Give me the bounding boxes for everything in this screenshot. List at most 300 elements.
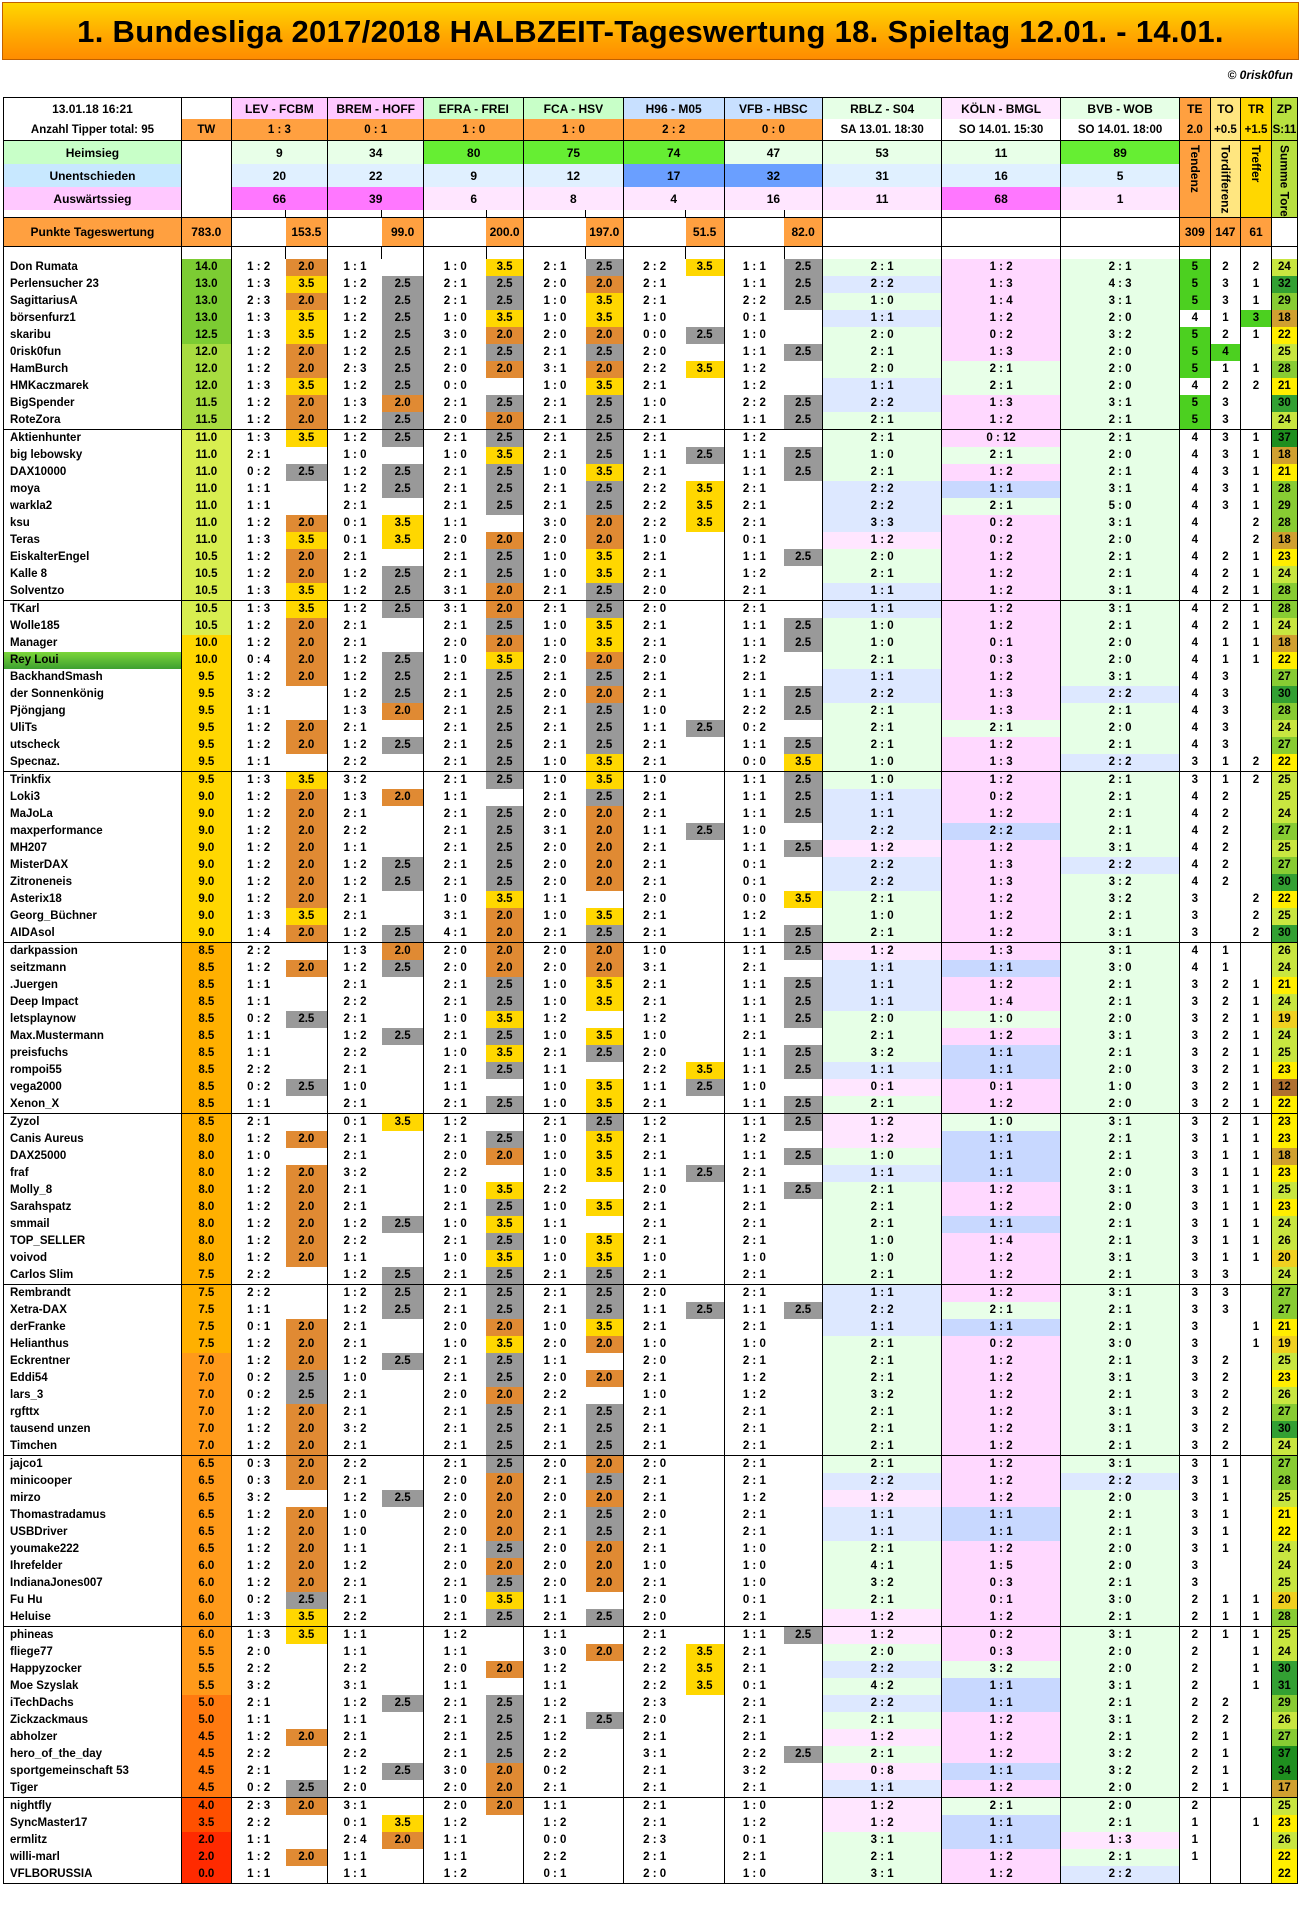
tip-value: 1 : 2 [724, 378, 784, 395]
table-row [4, 1370, 1298, 1387]
zp-total: 30 [1271, 874, 1297, 891]
tip-value: 2 : 1 [524, 1780, 586, 1798]
tip-value: 2 : 1 [724, 1267, 784, 1285]
tip-value: 2 : 1 [424, 1609, 486, 1627]
tip-points [382, 977, 424, 994]
zp-total: 22 [1271, 652, 1297, 669]
to-points [1210, 1661, 1241, 1678]
tip-points: 2.5 [382, 1284, 424, 1302]
zp-total: 24 [1271, 1216, 1297, 1233]
tip-points: 2.5 [586, 447, 623, 464]
tip-points [784, 908, 823, 925]
te-points: 3 [1180, 1558, 1211, 1575]
player-name: utscheck [4, 737, 182, 754]
tr-points: 1 [1241, 1626, 1272, 1644]
tip-value: 1 : 2 [328, 686, 382, 703]
tip-points [382, 1336, 424, 1353]
tr-points: 1 [1241, 1131, 1272, 1148]
tip-value: 1 : 0 [424, 1250, 486, 1267]
tip-points: 2.5 [784, 942, 823, 960]
tip-value: 2 : 1 [524, 481, 586, 498]
tip-value: 1 : 0 [724, 1558, 784, 1575]
tip-value: 2 : 1 [328, 977, 382, 994]
tip-value: 3 : 2 [328, 771, 382, 789]
future-tip: 1 : 1 [823, 1284, 942, 1302]
tip-value: 1 : 1 [231, 1096, 285, 1114]
tip-value: 2 : 2 [328, 1661, 382, 1678]
tip-value: 3 : 0 [424, 1763, 486, 1780]
to-points: 1 [1210, 1609, 1241, 1627]
tr-points [1241, 1746, 1272, 1763]
stat-value: 6 [424, 187, 524, 210]
future-tip: 2 : 1 [823, 464, 942, 481]
spacer [586, 210, 623, 217]
tip-value: 1 : 0 [524, 293, 586, 310]
stat-value: 17 [623, 164, 724, 187]
zp-total: 18 [1271, 1148, 1297, 1165]
tip-points [382, 1541, 424, 1558]
player-name: Deep Impact [4, 994, 182, 1011]
vertical-te-text: Tendenz [1187, 145, 1202, 193]
tip-value: 1 : 2 [231, 566, 285, 583]
tip-value: 1 : 0 [524, 1199, 586, 1216]
tr-points: 1 [1241, 1011, 1272, 1028]
future-tip: 1 : 3 [942, 276, 1061, 293]
to-points [1210, 891, 1241, 908]
table-row [4, 1575, 1298, 1592]
te-points: 4 [1180, 686, 1211, 703]
table-row [4, 1011, 1298, 1028]
tip-value: 2 : 1 [328, 1575, 382, 1592]
tip-points [382, 891, 424, 908]
stat-value: 39 [328, 187, 424, 210]
tip-points [382, 1062, 424, 1079]
tip-value: 4 : 1 [424, 925, 486, 943]
match-result: 1 : 0 [424, 119, 524, 141]
future-tip: 2 : 2 [1061, 1866, 1180, 1884]
te-points: 3 [1180, 1148, 1211, 1165]
player-name: AIDAsol [4, 925, 182, 943]
tip-value: 2 : 1 [328, 908, 382, 925]
tip-points: 2.5 [586, 1267, 623, 1285]
tip-value: 2 : 1 [524, 395, 586, 412]
tip-points: 2.5 [486, 1712, 523, 1729]
tip-points [686, 378, 725, 395]
tip-value: 1 : 2 [231, 618, 285, 635]
tip-value: 1 : 1 [328, 1866, 382, 1884]
tip-value: 1 : 0 [524, 1233, 586, 1250]
tip-value: 1 : 2 [724, 1370, 784, 1387]
tip-points [486, 515, 523, 532]
tip-value: 3 : 1 [424, 583, 486, 601]
tip-points: 2.5 [486, 395, 523, 412]
future-tip: 2 : 1 [942, 447, 1061, 464]
tr-points [1241, 344, 1272, 361]
tip-value: 0 : 1 [724, 857, 784, 874]
zp-total: 18 [1271, 447, 1297, 464]
tw-score: 5.5 [181, 1661, 231, 1678]
future-tip: 1 : 0 [823, 908, 942, 925]
tip-points: 2.0 [286, 1507, 328, 1524]
tip-value: 2 : 1 [328, 806, 382, 823]
tip-value: 2 : 1 [724, 1455, 784, 1473]
future-tip: 2 : 0 [1061, 447, 1180, 464]
tip-value: 2 : 1 [424, 874, 486, 891]
tip-value: 2 : 1 [231, 1113, 285, 1131]
to-points: 1 [1210, 1626, 1241, 1644]
future-tip: 0 : 2 [942, 1626, 1061, 1644]
future-tip: 2 : 1 [942, 498, 1061, 515]
future-tip: 1 : 2 [942, 1387, 1061, 1404]
tip-points [784, 1661, 823, 1678]
to-points: 2 [1210, 327, 1241, 344]
table-row [4, 361, 1298, 378]
tip-value: 2 : 2 [623, 481, 685, 498]
vertical-zp-label [1271, 141, 1297, 218]
tip-value: 2 : 2 [623, 498, 685, 515]
te-points: 4 [1180, 635, 1211, 652]
tip-value: 2 : 1 [424, 840, 486, 857]
player-name: TKarl [4, 600, 182, 618]
tip-value: 1 : 2 [328, 1558, 382, 1575]
future-tip: 1 : 2 [942, 1096, 1061, 1114]
future-tip: 1 : 2 [942, 806, 1061, 823]
tip-value: 2 : 1 [623, 1199, 685, 1216]
tip-points: 2.5 [486, 566, 523, 583]
future-tip: 1 : 2 [942, 1866, 1061, 1884]
tw-score: 9.0 [181, 925, 231, 943]
future-tip: 2 : 1 [1061, 1695, 1180, 1712]
tip-points: 2.0 [586, 1644, 623, 1661]
tip-value: 2 : 1 [524, 412, 586, 430]
player-name: Rey Loui [4, 652, 182, 669]
tip-value: 2 : 1 [724, 1319, 784, 1336]
tw-score: 6.0 [181, 1558, 231, 1575]
tip-points [686, 1575, 725, 1592]
to-points: 2 [1210, 1045, 1241, 1062]
future-tip: 0 : 2 [942, 532, 1061, 549]
punkte-value: 200.0 [486, 217, 523, 246]
player-name: HMKaczmarek [4, 378, 182, 395]
tip-value: 2 : 1 [328, 1182, 382, 1199]
tip-value: 2 : 1 [424, 498, 486, 515]
player-name: preisfuchs [4, 1045, 182, 1062]
tip-value: 2 : 3 [231, 1797, 285, 1815]
tip-points: 2.5 [382, 1302, 424, 1319]
punkte-tw: 783.0 [181, 217, 231, 246]
future-tip: 3 : 2 [1061, 874, 1180, 891]
future-tip: 2 : 1 [823, 703, 942, 720]
future-tip: 1 : 0 [942, 1113, 1061, 1131]
future-tip: 2 : 1 [823, 344, 942, 361]
tip-value: 2 : 1 [623, 1131, 685, 1148]
tip-points [686, 1541, 725, 1558]
tip-points: 2.5 [486, 840, 523, 857]
tip-points [586, 1695, 623, 1712]
tip-value: 1 : 2 [724, 652, 784, 669]
player-name: DAX10000 [4, 464, 182, 481]
tip-points [686, 977, 725, 994]
future-tip: 2 : 2 [823, 823, 942, 840]
tip-points: 2.0 [486, 1661, 523, 1678]
tip-points [686, 1011, 725, 1028]
zp-total: 22 [1271, 1096, 1297, 1114]
tip-points [382, 1079, 424, 1096]
tip-points [686, 1763, 725, 1780]
tip-value: 1 : 2 [328, 652, 382, 669]
te-points: 3 [1180, 1284, 1211, 1302]
to-points: 1 [1210, 1763, 1241, 1780]
tip-points: 3.5 [286, 310, 328, 327]
to-points: 3 [1210, 293, 1241, 310]
to-points: 4 [1210, 344, 1241, 361]
tip-points: 2.0 [382, 942, 424, 960]
tip-value: 2 : 1 [524, 1438, 586, 1456]
te-points: 1 [1180, 1832, 1211, 1849]
tip-points [784, 1267, 823, 1285]
match-name: LEV - FCBM [231, 98, 327, 120]
future-tip: 2 : 2 [823, 1302, 942, 1319]
te-points: 3 [1180, 1216, 1211, 1233]
spacer [486, 210, 523, 217]
future-tip: 2 : 1 [823, 1182, 942, 1199]
punkte-value: 153.5 [286, 217, 328, 246]
future-tip: 2 : 1 [1061, 737, 1180, 754]
tr-points: 2 [1241, 771, 1272, 789]
tip-value: 2 : 1 [424, 1695, 486, 1712]
tr-points: 2 [1241, 378, 1272, 395]
tip-value: 1 : 0 [424, 1045, 486, 1062]
tw-score: 3.5 [181, 1815, 231, 1832]
tip-value: 1 : 1 [724, 276, 784, 293]
future-tip: 2 : 0 [1061, 361, 1180, 378]
future-tip: 2 : 1 [823, 1353, 942, 1370]
tip-points: 2.5 [586, 1473, 623, 1490]
match-result: 0 : 1 [328, 119, 424, 141]
future-tip: 1 : 2 [942, 1712, 1061, 1729]
tip-points: 2.0 [382, 703, 424, 720]
zp-total: 20 [1271, 1250, 1297, 1267]
player-name: IndianaJones007 [4, 1575, 182, 1592]
stat-value: 89 [1061, 141, 1180, 165]
zp-total: 17 [1271, 1780, 1297, 1798]
tip-points: 2.5 [486, 549, 523, 566]
future-tip: 1 : 2 [823, 1609, 942, 1627]
stat-value: 4 [623, 187, 724, 210]
tip-value: 2 : 3 [623, 1832, 685, 1849]
tip-value: 2 : 0 [424, 1524, 486, 1541]
tip-value: 1 : 2 [231, 840, 285, 857]
spacer [424, 210, 486, 217]
tip-value: 2 : 1 [328, 1319, 382, 1336]
tip-value: 3 : 2 [724, 1763, 784, 1780]
future-tip: 1 : 2 [823, 1626, 942, 1644]
future-tip: 2 : 2 [942, 823, 1061, 840]
stat-value: 74 [623, 141, 724, 165]
tip-points: 2.5 [784, 293, 823, 310]
to-points [1210, 1558, 1241, 1575]
tr-points: 1 [1241, 549, 1272, 566]
tip-points [286, 498, 328, 515]
tip-value: 2 : 1 [424, 1746, 486, 1763]
tip-value: 1 : 2 [328, 1216, 382, 1233]
future-tip: 2 : 1 [1061, 1267, 1180, 1285]
future-tip: 1 : 1 [823, 994, 942, 1011]
tip-points: 2.5 [486, 720, 523, 737]
tip-value: 0 : 1 [328, 1113, 382, 1131]
tip-points: 2.0 [286, 789, 328, 806]
tip-points: 2.0 [486, 1780, 523, 1798]
table-row [4, 1079, 1298, 1096]
tip-value: 1 : 0 [524, 1148, 586, 1165]
future-tip: 3 : 1 [1061, 515, 1180, 532]
tip-points: 2.0 [486, 600, 523, 618]
tip-points: 2.0 [286, 549, 328, 566]
tw-score: 7.0 [181, 1421, 231, 1438]
future-tip: 2 : 0 [1061, 1558, 1180, 1575]
tip-points: 2.5 [486, 1438, 523, 1456]
tip-points [784, 1490, 823, 1507]
tip-points [382, 1780, 424, 1798]
tw-score: 12.5 [181, 327, 231, 344]
tr-points [1241, 1421, 1272, 1438]
tip-value: 2 : 0 [524, 532, 586, 549]
to-points: 1 [1210, 942, 1241, 960]
tip-value: 2 : 2 [524, 1746, 586, 1763]
tip-value: 1 : 2 [524, 1661, 586, 1678]
player-name: TOP_SELLER [4, 1233, 182, 1250]
tip-value: 2 : 1 [623, 1729, 685, 1746]
te-points: 5 [1180, 276, 1211, 293]
future-tip: 2 : 2 [823, 1473, 942, 1490]
to-points: 1 [1210, 1507, 1241, 1524]
tip-points [784, 1199, 823, 1216]
tip-points: 3.5 [586, 549, 623, 566]
tip-points [382, 1096, 424, 1114]
spacer [823, 246, 942, 259]
te-points: 3 [1180, 1524, 1211, 1541]
tw-score: 8.5 [181, 1062, 231, 1079]
tip-value: 2 : 1 [524, 1712, 586, 1729]
tip-points [686, 1353, 725, 1370]
player-name: Pjöngjang [4, 703, 182, 720]
future-tip: 0 : 1 [942, 1079, 1061, 1096]
tip-points: 2.0 [382, 395, 424, 412]
future-tip: 0 : 1 [823, 1079, 942, 1096]
tip-points: 2.0 [486, 942, 523, 960]
tw-score: 10.5 [181, 618, 231, 635]
tip-value: 1 : 1 [724, 635, 784, 652]
tip-points [784, 327, 823, 344]
tip-points [286, 1148, 328, 1165]
tip-value: 2 : 1 [524, 1524, 586, 1541]
future-tip: 2 : 1 [1061, 1729, 1180, 1746]
tip-points: 2.5 [586, 259, 623, 276]
tip-points: 2.5 [784, 447, 823, 464]
tip-points: 2.0 [286, 361, 328, 378]
player-name: skaribu [4, 327, 182, 344]
tip-points: 2.0 [286, 1558, 328, 1575]
tip-value: 2 : 2 [231, 1267, 285, 1285]
future-tip: 3 : 1 [1061, 1182, 1180, 1199]
future-tip: 1 : 2 [823, 532, 942, 549]
to-points [1210, 1832, 1241, 1849]
tip-points: 2.0 [286, 1319, 328, 1336]
zp-total: 22 [1271, 327, 1297, 344]
future-tip: 2 : 1 [1061, 1609, 1180, 1627]
player-name: derFranke [4, 1319, 182, 1336]
tip-points: 2.0 [286, 737, 328, 754]
tip-points: 2.0 [586, 327, 623, 344]
zp-total: 28 [1271, 703, 1297, 720]
vertical-te-label [1180, 141, 1211, 218]
te-points: 3 [1180, 1336, 1211, 1353]
tip-value: 2 : 1 [623, 857, 685, 874]
tip-value: 3 : 1 [623, 960, 685, 977]
tip-value: 2 : 0 [424, 942, 486, 960]
tip-points: 2.5 [784, 549, 823, 566]
tip-value: 0 : 1 [328, 1815, 382, 1832]
tip-points [486, 1079, 523, 1096]
tip-value: 2 : 1 [623, 566, 685, 583]
tip-value: 1 : 1 [724, 412, 784, 430]
tip-value: 1 : 1 [724, 806, 784, 823]
player-name: BackhandSmash [4, 669, 182, 686]
tip-points [382, 1661, 424, 1678]
tip-value: 1 : 3 [231, 276, 285, 293]
tip-points: 3.5 [486, 1182, 523, 1199]
table-row [4, 1541, 1298, 1558]
tip-value: 2 : 1 [524, 1609, 586, 1627]
tip-points: 2.5 [486, 1421, 523, 1438]
tip-points [784, 310, 823, 327]
tip-points [286, 1746, 328, 1763]
tw-score: 9.5 [181, 720, 231, 737]
tip-points: 2.0 [586, 1541, 623, 1558]
table-row [4, 1626, 1298, 1644]
table-row [4, 532, 1298, 549]
te-points: 3 [1180, 1131, 1211, 1148]
tip-value: 1 : 2 [231, 1849, 285, 1866]
tip-value: 1 : 1 [524, 1797, 586, 1815]
tip-points: 2.5 [586, 1404, 623, 1421]
tip-value: 2 : 0 [424, 1507, 486, 1524]
tip-points: 2.5 [486, 1575, 523, 1592]
future-tip: 3 : 1 [1061, 1250, 1180, 1267]
te-value: 2.0 [1180, 119, 1211, 141]
zp-total: 29 [1271, 293, 1297, 310]
tw-score: 9.0 [181, 840, 231, 857]
tip-value: 2 : 0 [524, 1541, 586, 1558]
tip-points: 2.5 [586, 429, 623, 447]
to-points [1210, 1678, 1241, 1695]
future-tip: 1 : 2 [942, 1353, 1061, 1370]
te-points: 2 [1180, 1729, 1211, 1746]
tip-points [586, 1661, 623, 1678]
spacer [328, 246, 382, 259]
tip-points: 2.0 [286, 1421, 328, 1438]
tw-score: 10.0 [181, 652, 231, 669]
tip-value: 1 : 2 [231, 1336, 285, 1353]
future-tip: 1 : 1 [823, 1507, 942, 1524]
future-tip: 1 : 0 [823, 293, 942, 310]
table-row [4, 823, 1298, 840]
tip-points: 2.5 [784, 840, 823, 857]
future-tip: 2 : 1 [823, 1746, 942, 1763]
future-tip: 2 : 2 [823, 1695, 942, 1712]
tip-points: 2.0 [286, 1250, 328, 1267]
tip-value: 1 : 2 [231, 806, 285, 823]
